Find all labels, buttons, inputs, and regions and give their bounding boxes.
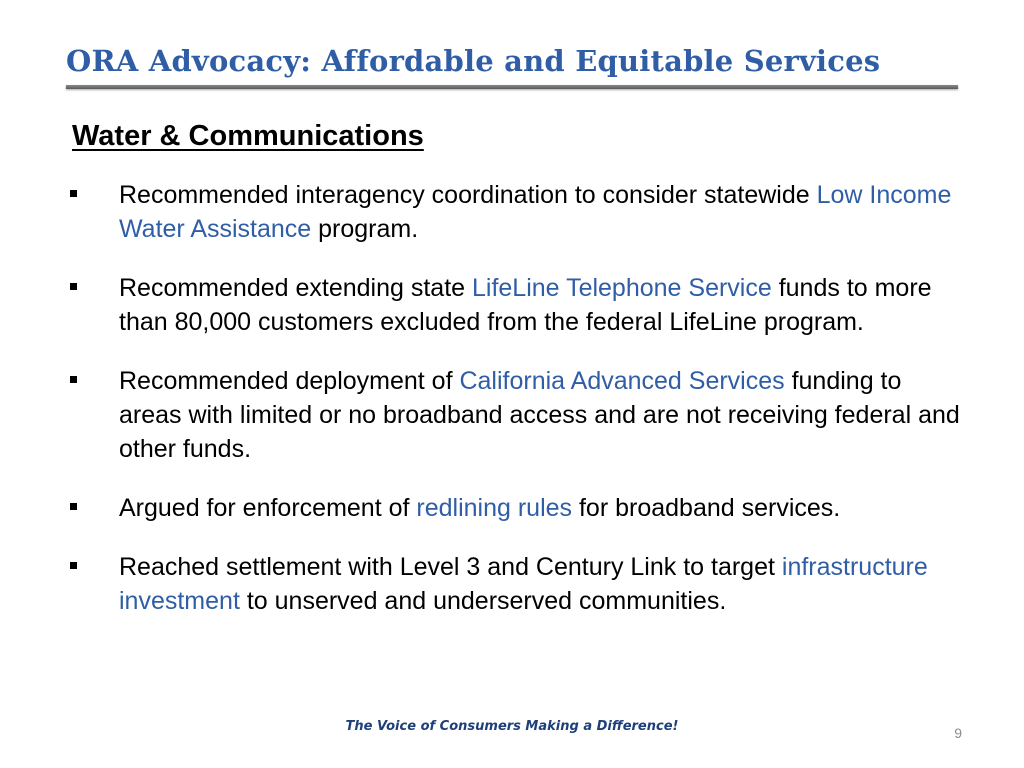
title-divider <box>66 85 958 89</box>
bullet-highlight: California Advanced Services <box>459 367 785 395</box>
bullet-text: Recommended extending state <box>119 274 472 302</box>
bullet-text: for broadband services. <box>572 494 841 522</box>
bullet-text: Reached settlement with Level 3 and Century Link to target <box>119 553 782 581</box>
bullet-text: Argued for enforcement of <box>119 494 417 522</box>
bullet-item-settlement <box>68 550 968 618</box>
square-bullet-icon <box>70 376 77 383</box>
bullet-item-redlining <box>68 491 968 525</box>
bullet-item-advanced-services <box>68 364 968 466</box>
bullet-highlight: LifeLine Telephone Service <box>472 274 772 302</box>
bullet-list <box>68 178 968 643</box>
footer-tagline: The Voice of Consumers Making a Difference! <box>345 719 679 734</box>
square-bullet-icon <box>70 283 77 290</box>
bullet-text: funding to areas with limited or no broadband access and are not receiving federal and other funds. <box>119 367 960 463</box>
bullet-text: to unserved and underserved communities. <box>239 587 727 615</box>
bullet-text: funds to more than 80,000 customers excluded from the federal LifeLine program. <box>119 274 932 336</box>
square-bullet-icon <box>70 503 77 510</box>
bullet-text: Recommended interagency coordination to consider statewide <box>119 181 817 209</box>
slide-title: ORA Advocacy: Affordable and Equitable Services <box>66 44 881 78</box>
square-bullet-icon <box>70 562 77 569</box>
bullet-highlight: redlining rules <box>416 494 573 522</box>
bullet-highlight: Low Income Water Assistance <box>119 181 952 243</box>
bullet-item-lifeline <box>68 271 968 339</box>
square-bullet-icon <box>70 190 77 197</box>
bullet-item-water-assistance <box>68 178 968 246</box>
page-number: 9 <box>954 725 962 741</box>
bullet-highlight: infrastructure investment <box>119 553 928 615</box>
bullet-text: Recommended deployment of <box>119 367 460 395</box>
section-heading: Water & Communications <box>72 120 424 152</box>
bullet-text: program. <box>311 215 419 243</box>
